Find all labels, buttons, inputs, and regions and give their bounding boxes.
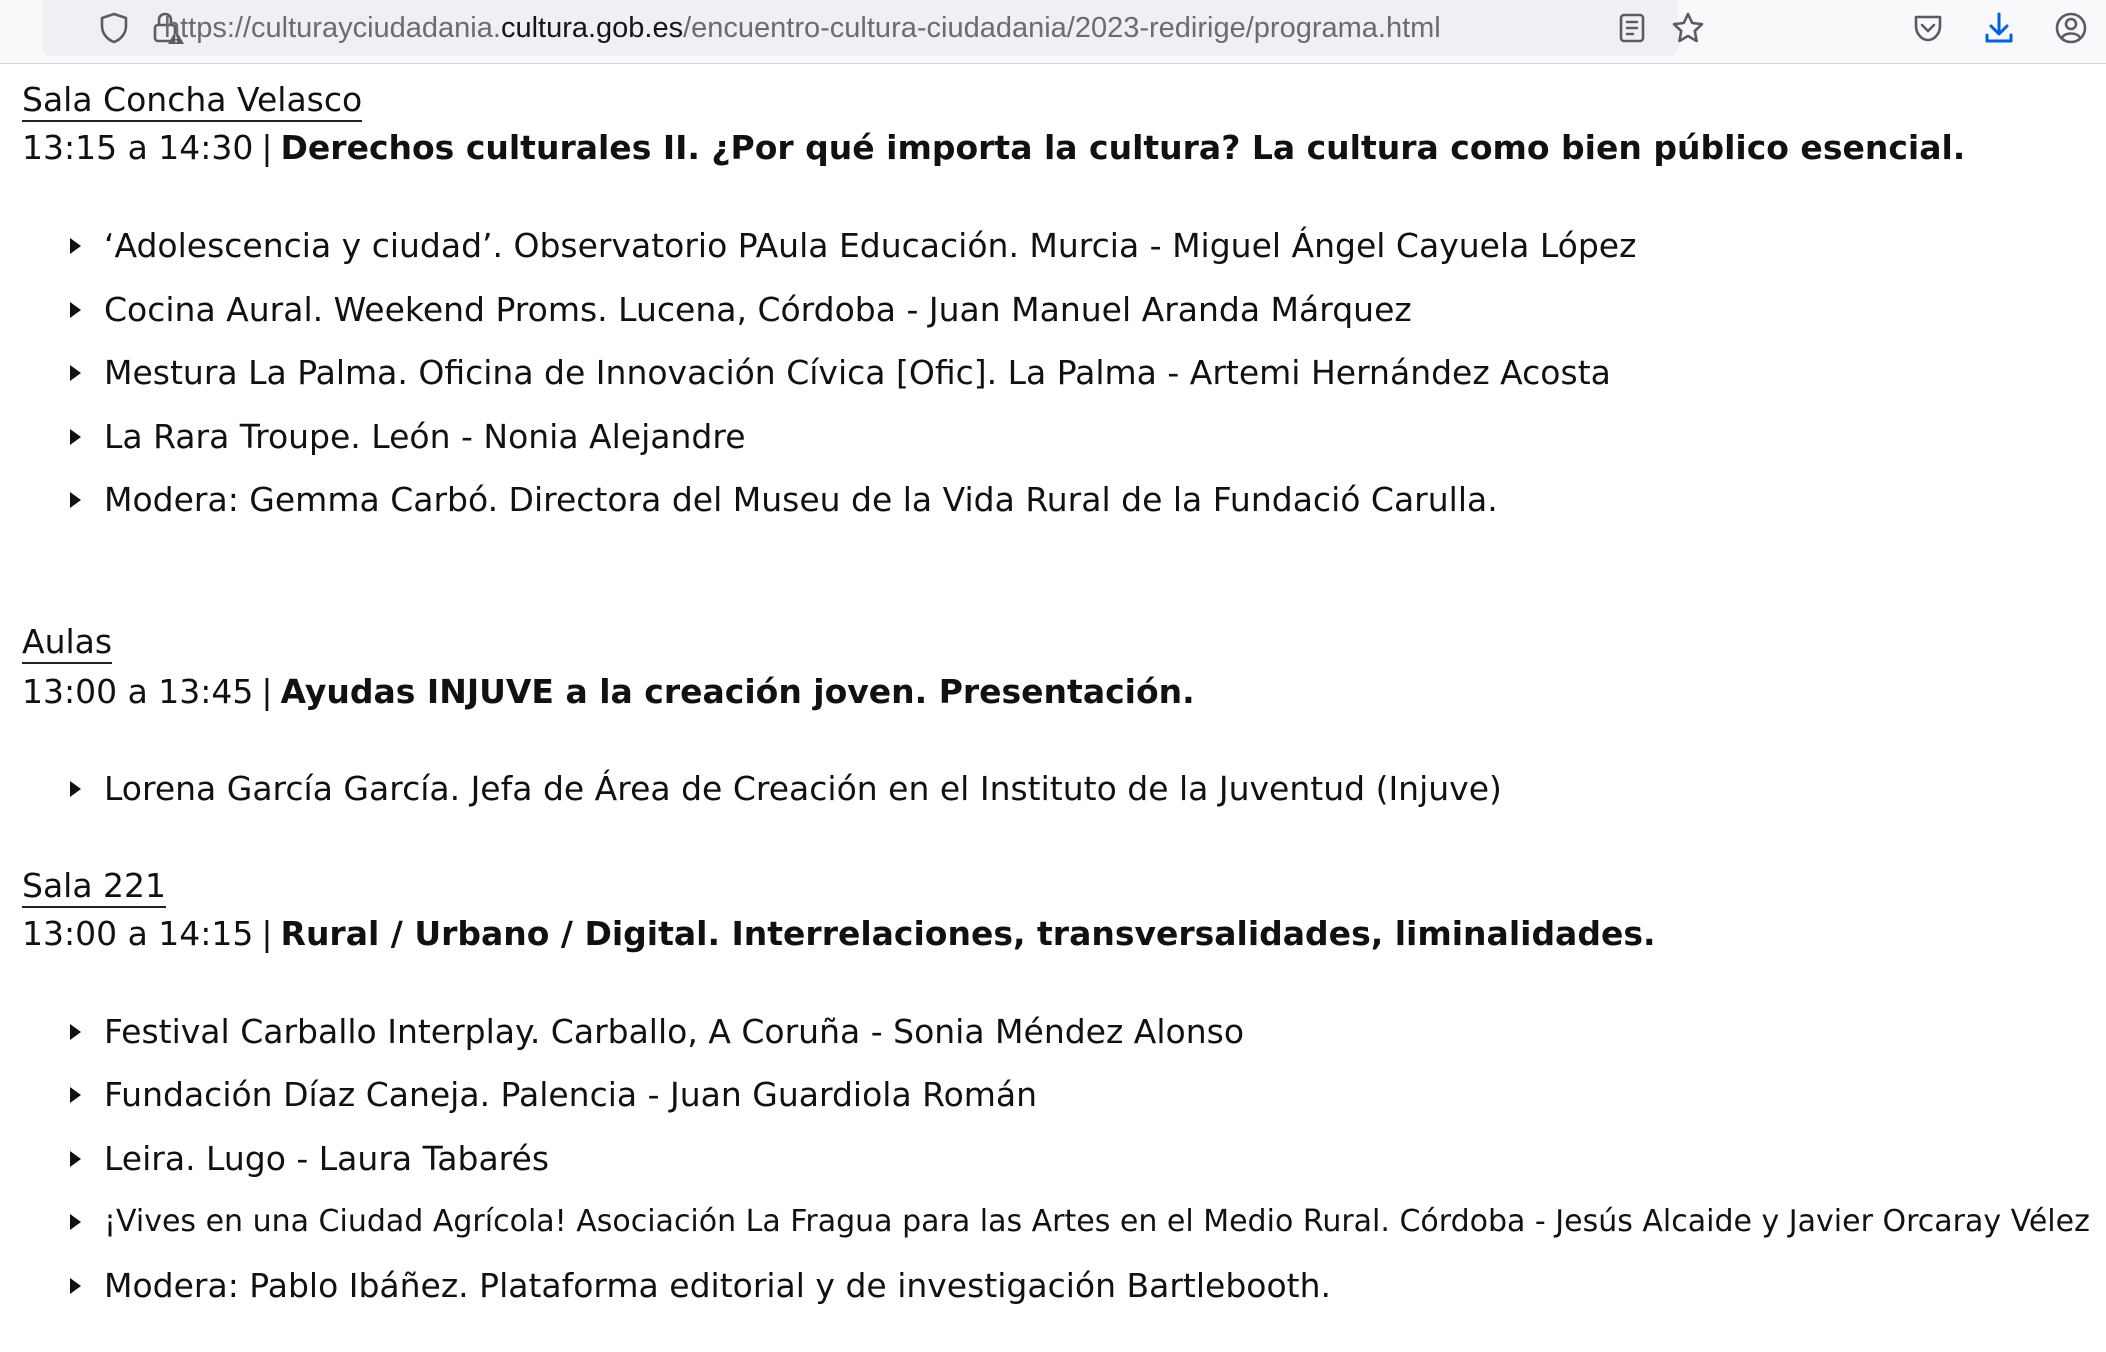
list-item: ¡Vives en una Ciudad Agrícola! Asociación La Fragua para las Artes en el Medio Rural. Córdoba - Jesús Alcaide y Javier Orcaray Vélez	[70, 1200, 2090, 1244]
list-item: Mestura La Palma. Oficina de Innovación Cívica [Ofic]. La Palma - Artemi Hernández Acosta	[70, 351, 1611, 395]
list-item: Leira. Lugo - Laura Tabarés	[70, 1137, 549, 1181]
shield-icon[interactable]	[94, 8, 134, 48]
session-separator: |	[261, 128, 273, 167]
list-item: Modera: Pablo Ibáñez. Plataforma editorial y de investigación Bartlebooth.	[70, 1264, 1331, 1308]
room-heading: Sala 221	[22, 866, 166, 908]
session-time: 13:00 a 13:45	[22, 672, 254, 711]
bullet-icon	[70, 365, 81, 381]
room-heading: Aulas	[22, 622, 112, 664]
browser-toolbar	[0, 0, 2106, 64]
url-text[interactable]: https://culturayciudadania.cultura.gob.es/encuentro-cultura-ciudadania/2023-redirige/programa.html	[164, 12, 1441, 44]
list-item: Lorena García García. Jefa de Área de Creación en el Instituto de la Juventud (Injuve)	[70, 767, 1502, 811]
bullet-icon	[70, 1214, 81, 1230]
list-item: Festival Carballo Interplay. Carballo, A Coruña - Sonia Méndez Alonso	[70, 1010, 1244, 1054]
bullet-icon	[70, 1024, 81, 1040]
session-title: Rural / Urbano / Digital. Interrelaciones, transversalidades, liminalidades.	[280, 914, 1656, 953]
session-line	[22, 126, 1965, 170]
bullet-icon	[70, 781, 81, 797]
address-bar[interactable]	[42, 0, 1678, 56]
list-item: La Rara Troupe. León - Nonia Alejandre	[70, 415, 746, 459]
list-item: Fundación Díaz Caneja. Palencia - Juan Guardiola Román	[70, 1073, 1037, 1117]
program-page	[0, 64, 2106, 1352]
session-title: Derechos culturales II. ¿Por qué importa la cultura? La cultura como bien público esencial.	[280, 128, 1966, 167]
account-icon[interactable]	[2047, 4, 2095, 52]
session-time: 13:00 a 14:15	[22, 914, 254, 953]
bullet-icon	[70, 1278, 81, 1294]
bullet-icon	[70, 1151, 81, 1167]
list-item: Modera: Gemma Carbó. Directora del Museu de la Vida Rural de la Fundació Carulla.	[70, 478, 1498, 522]
list-item: ‘Adolescencia y ciudad’. Observatorio PAula Educación. Murcia - Miguel Ángel Cayuela López	[70, 224, 1636, 268]
room-heading: Sala Concha Velasco	[22, 80, 362, 122]
bullet-icon	[70, 302, 81, 318]
pocket-icon[interactable]	[1904, 4, 1952, 52]
session-title: Ayudas INJUVE a la creación joven. Presentación.	[280, 672, 1195, 711]
session-separator: |	[261, 914, 273, 953]
list-item: Cocina Aural. Weekend Proms. Lucena, Córdoba - Juan Manuel Aranda Márquez	[70, 288, 1412, 332]
bullet-icon	[70, 492, 81, 508]
session-line	[22, 912, 1656, 956]
bookmark-star-icon[interactable]	[1668, 8, 1708, 48]
session-line	[22, 670, 1195, 714]
session-separator: |	[261, 672, 273, 711]
bullet-icon	[70, 429, 81, 445]
session-time: 13:15 a 14:30	[22, 128, 254, 167]
reader-view-icon[interactable]	[1612, 8, 1652, 48]
bullet-icon	[70, 238, 81, 254]
bullet-icon	[70, 1087, 81, 1103]
downloads-icon[interactable]	[1975, 4, 2023, 52]
